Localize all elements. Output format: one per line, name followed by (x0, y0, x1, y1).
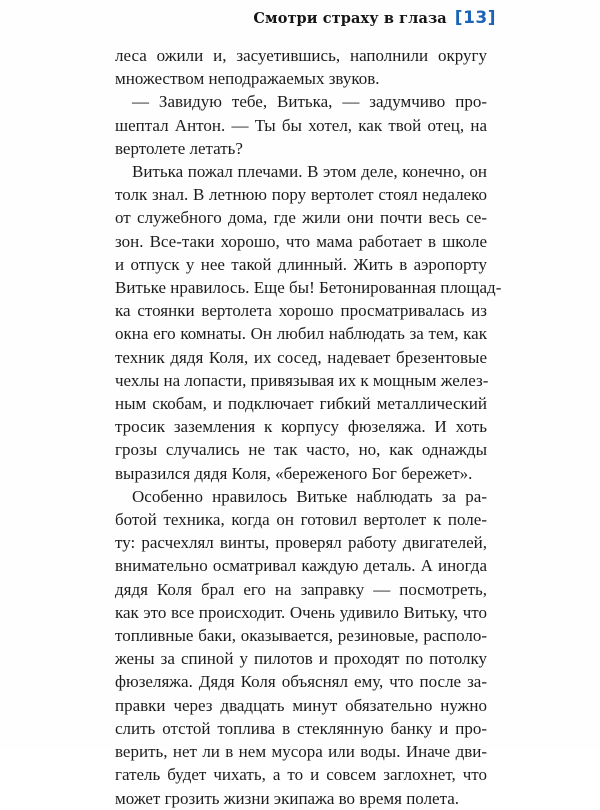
text-line: как это все происходит. Очень удивило Витьку, что (115, 602, 487, 622)
text-line: толк знал. В летнюю пору вертолет стоял недалеко (115, 185, 487, 205)
page-number: [13] (454, 8, 496, 28)
text-line: верить, нет ли в нем мусора или воды. Иначе дви- (115, 742, 487, 762)
text-line: ным скобам, и подключает гибкий металлический (115, 394, 487, 414)
text-line: выразился дядя Коля, «береженого Бог бережет». (115, 463, 473, 483)
text-line: грозы случались не так часто, но, как однажды (115, 440, 487, 460)
text-line: Витька пожал плечами. В этом деле, конечно, он (132, 162, 487, 182)
text-line: вертолете летать? (115, 138, 243, 158)
text-line: ботой техника, когда он готовил вертолет к поле- (115, 510, 487, 530)
text-line: и отпуск у нее такой длинный. Жить в аэропорту (115, 254, 487, 274)
text-line: техник дядя Коля, их сосед, надевает брезентовые (115, 347, 487, 367)
body-text (115, 44, 502, 810)
text-line: шептал Антон. — Ты бы хотел, как твой отец, на (115, 115, 487, 135)
text-line: слить отстой топлива в стеклянную банку и про- (115, 718, 487, 738)
text-line: гатель будет чихать, а то и совсем заглохнет, что (115, 765, 487, 785)
text-line: топливные баки, оказывается, резиновые, располо- (115, 626, 487, 646)
text-line: ту: расчехлял винты, проверял работу двигателей, (115, 533, 487, 553)
text-line: Витьке нравилось. Еще бы! Бетонированная площад- (115, 278, 502, 298)
text-line: правки через двадцать минут обязательно нужно (115, 695, 487, 715)
text-line: — Завидую тебе, Витька, — задумчиво про- (132, 92, 487, 112)
text-line: чехлы на лопасти, привязывая их к мощным желез- (115, 370, 489, 390)
text-line: Особенно нравилось Витьке наблюдать за ра- (132, 486, 487, 506)
text-line: фюзеляжа. Дядя Коля объяснял ему, что после за- (115, 672, 487, 692)
text-line: жены за спиной у пилотов и проходят по потолку (115, 649, 487, 669)
text-line: тросик заземления к корпусу фюзеляжа. И хоть (115, 417, 487, 437)
text-line: внимательно осматривал каждую деталь. А иногда (115, 556, 487, 576)
text-line: может грозить жизни экипажа во время полета. (115, 788, 460, 808)
text-line: окна его комнаты. Он любил наблюдать за тем, как (115, 324, 487, 344)
text-line: зон. Все-таки хорошо, что мама работает в школе (115, 231, 487, 251)
running-title: Смотри страху в глаза (253, 9, 447, 27)
running-head (253, 8, 496, 28)
text-line: множеством неподражаемых звуков. (115, 69, 380, 89)
text-line: дядя Коля брал его на заправку — посмотреть, (115, 579, 487, 599)
text-line: леса ожили и, засуетившись, наполнили округу (115, 46, 487, 65)
text-line: от служебного дома, где жили они почти весь се- (115, 208, 487, 228)
text-line: ка стоянки вертолета хорошо просматривалась из (115, 301, 487, 321)
